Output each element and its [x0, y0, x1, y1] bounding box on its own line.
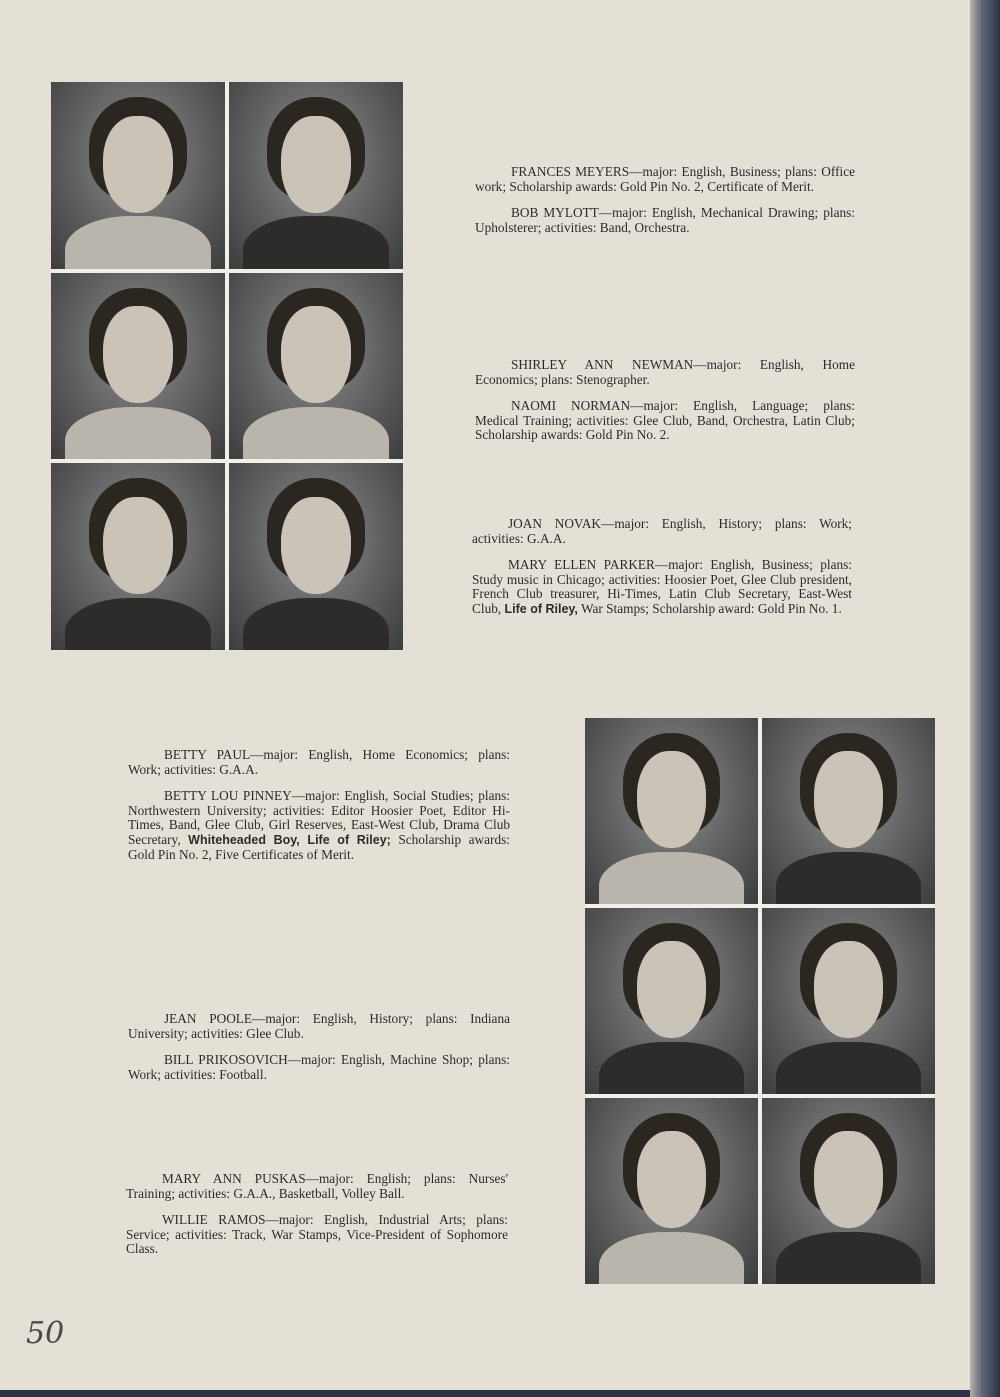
entry-group-6: [126, 1172, 508, 1269]
portrait-frances-meyers: [51, 82, 225, 269]
portrait-willie-ramos: [762, 1098, 935, 1284]
portrait-grid-top: [51, 82, 403, 650]
entry-joan-novak: JOAN NOVAK—major: English, History; plans: Work; activities: G.A.A.: [472, 516, 852, 546]
portrait-naomi-norman: [229, 273, 403, 460]
portrait-shirley-ann-newman: [51, 273, 225, 460]
portrait-mary-ellen-parker: [229, 463, 403, 650]
entry-group-1: [475, 165, 855, 247]
portrait-joan-novak: [51, 463, 225, 650]
entry-frances-meyers: FRANCES MEYERS—major: English, Business; plans: Office work; Scholarship awards: Gold Pin No. 2, Certificate of Merit.: [475, 164, 855, 194]
entry-willie-ramos: WILLIE RAMOS—major: English, Industrial Arts; plans: Service; activities: Track, War Stamps, Vice-President of Sophomore Class.: [126, 1212, 509, 1257]
entry-bill-prikosovich: BILL PRIKOSOVICH—major: English, Machine Shop; plans: Work; activities: Football.: [128, 1052, 510, 1082]
portrait-mary-ann-puskas: [585, 1098, 758, 1284]
page-number: 50: [26, 1316, 65, 1351]
portrait-grid-bottom: [585, 718, 935, 1284]
entry-mary-ellen-parker: MARY ELLEN PARKER—major: English, Business; plans: Study music in Chicago; activities: Hoosier Poet, Glee Club president, French Club treasurer, Hi-Times, Latin Club Secretary, East-West Club, Life of Riley, War Stamps; Scholarship award: Gold Pin No. 1.: [472, 557, 852, 616]
entry-betty-paul: BETTY PAUL—major: English, Home Economics; plans: Work; activities: G.A.A.: [128, 747, 510, 777]
entry-group-2: [475, 358, 855, 455]
entry-group-3: [472, 517, 852, 629]
portrait-jean-poole: [585, 908, 758, 1094]
entry-group-4: [128, 748, 510, 874]
entry-mary-ann-puskas: MARY ANN PUSKAS—major: English; plans: Nurses' Training; activities: G.A.A., Basketball, Volley Ball.: [126, 1171, 508, 1201]
entry-naomi-norman: NAOMI NORMAN—major: English, Language; plans: Medical Training; activities: Glee Club, Band, Orchestra, Latin Club; Scholarship awards: Gold Pin No. 2.: [475, 398, 855, 443]
entry-jean-poole: JEAN POOLE—major: English, History; plans: Indiana University; activities: Glee Club.: [128, 1011, 510, 1041]
portrait-betty-paul: [585, 718, 758, 904]
entry-group-5: [128, 1012, 510, 1094]
book-binding: [970, 0, 1000, 1397]
entry-betty-lou-pinney: BETTY LOU PINNEY—major: English, Social Studies; plans: Northwestern University; activities: Editor Hoosier Poet, Editor Hi-Times, Band, Glee Club, Girl Reserves, East-West Club, Drama Club Secretary, Whiteheaded Boy, Life of Riley; Scholarship awards: Gold Pin No. 2, Five Certificates of Merit.: [128, 788, 511, 862]
portrait-bill-prikosovich: [762, 908, 935, 1094]
entry-bob-mylott: BOB MYLOTT—major: English, Mechanical Drawing; plans: Upholsterer; activities: Band, Orchestra.: [475, 205, 855, 235]
entry-shirley-ann-newman: SHIRLEY ANN NEWMAN—major: English, Home Economics; plans: Stenographer.: [475, 357, 855, 387]
portrait-betty-lou-pinney: [762, 718, 935, 904]
portrait-bob-mylott: [229, 82, 403, 269]
